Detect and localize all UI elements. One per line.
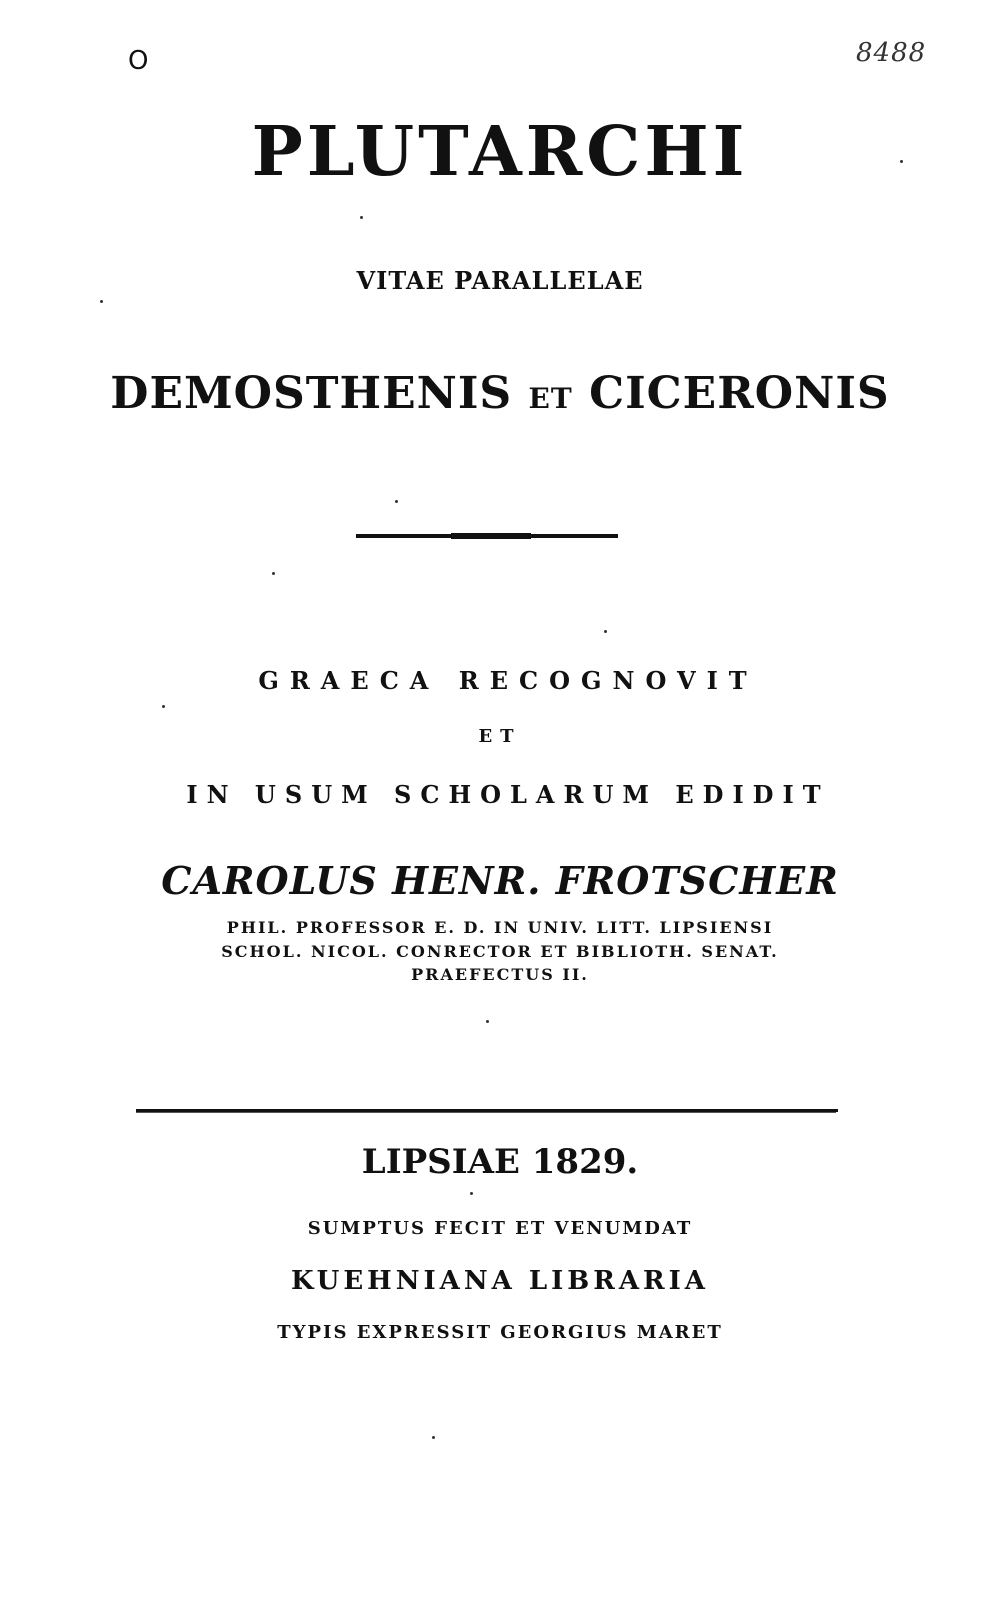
shelf-mark: 8488 <box>856 38 927 68</box>
corner-mark: O <box>128 46 149 76</box>
imprint-line-3: TYPIS EXPRESSIT GEORGIUS MARET <box>277 1322 723 1343</box>
scan-speck <box>272 572 275 575</box>
editor-name: CAROLUS HENR. FROTSCHER <box>161 858 839 903</box>
imprint-line-1: SUMPTUS FECIT ET VENUMDAT <box>307 1218 693 1239</box>
book-title: PLUTARCHI <box>251 112 749 192</box>
work-connector: ET <box>528 382 573 415</box>
editor-description-3: PRAEFECTUS II. <box>411 965 589 984</box>
scan-speck <box>470 1192 473 1195</box>
work-title <box>0 368 1000 419</box>
decorative-rule-bottom <box>136 1109 838 1112</box>
scan-speck <box>395 500 398 503</box>
scan-speck <box>432 1436 435 1439</box>
editor-description-2: SCHOL. NICOL. CONRECTOR ET BIBLIOTH. SENAT. <box>221 942 779 961</box>
scan-speck <box>360 216 363 219</box>
editor-description-1: PHIL. PROFESSOR E. D. IN UNIV. LITT. LIPSIENSI <box>226 918 774 937</box>
scan-speck <box>604 630 607 633</box>
place-and-year: LIPSIAE 1829. <box>361 1142 639 1182</box>
edition-line-2: ET <box>478 726 522 747</box>
scan-speck <box>162 705 165 708</box>
scan-speck <box>100 300 103 303</box>
book-subtitle: VITAE PARALLELAE <box>356 266 644 295</box>
imprint-line-2: KUEHNIANA LIBRARIA <box>291 1266 709 1296</box>
decorative-rule-top <box>356 534 618 538</box>
work-part1: DEMOSTHENIS <box>110 368 513 419</box>
scan-speck <box>486 1020 489 1023</box>
edition-line-3: IN USUM SCHOLARUM EDIDIT <box>186 780 830 809</box>
edition-line-1: GRAECA RECOGNOVIT <box>258 666 758 695</box>
work-part2: CICERONIS <box>589 368 890 419</box>
scan-speck <box>900 160 903 163</box>
